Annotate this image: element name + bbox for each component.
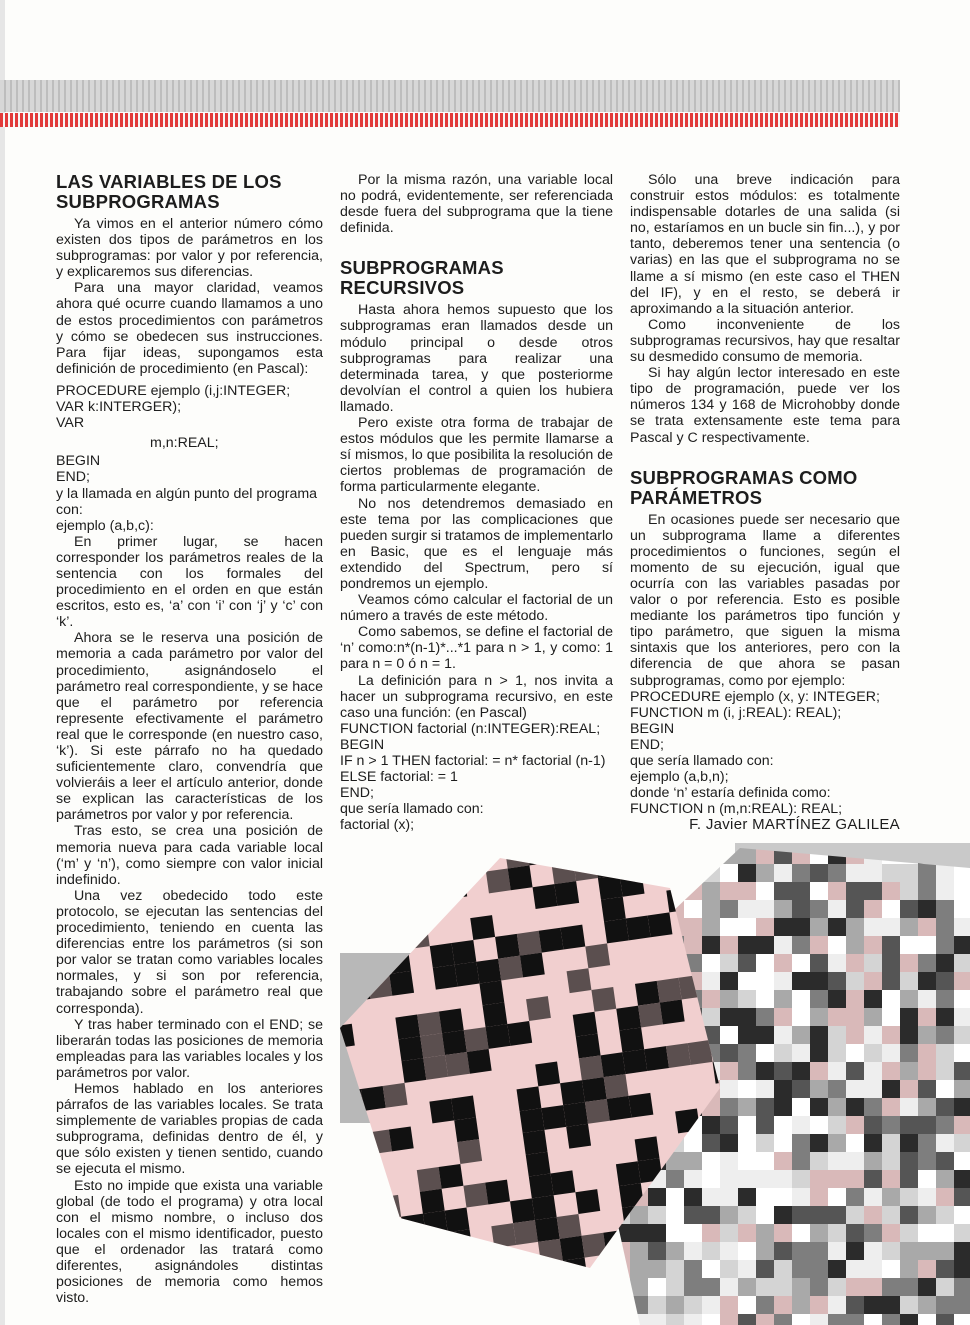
- code-line: donde ‘n’ estaría definida como:: [630, 785, 831, 802]
- column-1: [56, 172, 323, 1306]
- code-line: END;: [630, 736, 664, 753]
- author-credit: F. Javier MARTÍNEZ GALILEA: [689, 816, 900, 834]
- column-3: [630, 172, 900, 833]
- code-line: BEGIN: [630, 720, 675, 737]
- code-line: VAR k:INTERGER);: [56, 399, 182, 416]
- paragraph: En ocasiones puede ser necesario que un subprograma llame a diferentes procedimientos o funciones, según el momento de su ejecución, igual que ocurría con las variables pasadas por valor o por referencia. Esto es posible mediante los parámetros tipo función y tipo parámetro, que siguen la misma sintaxis que los anteriores, pero con la diferencia de que ahora se pasan subprogramas, como por ejemplo:: [630, 511, 900, 689]
- paragraph: Hemos hablado en los anteriores párrafos de las variables locales. Se trata simplemente de variables propias de cada subprograma, definidas dentro de él, y que sólo existen y tienen sentido, cuando se ejecuta el mismo.: [56, 1080, 323, 1178]
- paragraph: Pero existe otra forma de trabajar de estos módulos que les permite llamarse a sí mismos, lo que posibilita la resolución de ciertos problemas de programación de forma particularmente elegante.: [340, 415, 613, 496]
- code-line: ejemplo (a,b,c):: [56, 517, 154, 534]
- paragraph: Como inconveniente de los subprogramas recursivos, hay que resaltar su desmedido consumo de memoria.: [630, 316, 900, 366]
- paragraph: Para una mayor claridad, veamos ahora qué ocurre cuando llamamos a uno de estos procedimientos con parámetros y cómo se obedecen sus instrucciones. Para fijar ideas, supongamos esta definición de procedimiento (en Pascal):: [56, 280, 323, 377]
- code-line: que sería llamado con:: [340, 801, 484, 818]
- paragraph: Sólo una breve indicación para construir estos módulos: es totalmente indispensable dotarles de una salida (si no, estaríamos en un bucle sin fin...), y por tanto, deberemos tener una sentencia (o varias) en las que el subprograma no se llame a sí mismo (en este caso el THEN del IF), y en el resto, se deberá ir aproximando a la situación anterior.: [630, 172, 900, 317]
- paragraph: Si hay algún lector interesado en este tipo de programación, puede ver los números 134 y 168 de Microhobby donde se trata extensamente este tema para Pascal y C respectivamente.: [630, 365, 900, 446]
- code-line: FUNCTION factorial (n:INTEGER):REAL;: [340, 720, 601, 737]
- code-line: BEGIN: [340, 736, 385, 753]
- code-line: FUNCTION n (m,n:REAL): REAL;: [630, 801, 843, 818]
- paragraph: Tras esto, se crea una posición de memoria nueva para cada variable local (‘m’ y ‘n’), como siempre con valor inicial indefinido.: [56, 823, 323, 888]
- paragraph: Hasta ahora hemos supuesto que los subprogramas eran llamados desde un módulo principal o desde otros subprogramas para realizar una determinada tarea, y que posteriorme devolvían el control a quien los hubiera llamado.: [340, 302, 613, 415]
- code-line: END;: [340, 785, 374, 802]
- code-line: BEGIN: [56, 453, 101, 470]
- page-edge: [0, 0, 5, 1325]
- code-line: VAR: [56, 415, 85, 432]
- code-line: ejemplo (a,b,n);: [630, 769, 729, 786]
- code-line: que sería llamado con:: [630, 753, 774, 769]
- code-line: END;: [56, 469, 90, 486]
- section-title-variables: LAS VARIABLES DE LOS SUBPROGRAMAS: [56, 171, 282, 212]
- paragraph: Ahora se le reserva una posición de memoria a cada parámetro por valor del procedimiento, asignándoselo el parámetro real correspondiente, y se hace que el parámetro por referencia represente efectivamente el parámetro real que le corresponde (en nuestro caso, ‘k’). Si este párrafo no ha quedado suficientemente claro, convendría que volvieráis a leer el artículo anterior, donde se explican las características de los parámetros por valor y por referencia.: [56, 630, 323, 824]
- code-line: FUNCTION m (i, j:REAL): REAL);: [630, 704, 842, 721]
- paragraph: Por la misma razón, una variable local no podrá, evidentemente, ser referenciada desde fuera del subprograma que la tiene definida.: [340, 172, 613, 237]
- section-title-recursivos: SUBPROGRAMAS RECURSIVOS: [340, 257, 504, 299]
- code-line: m,n:REAL;: [150, 435, 219, 452]
- code-line: factorial (x);: [340, 817, 415, 834]
- paragraph: Veamos cómo calcular el factorial de un número a través de este método.: [340, 592, 613, 625]
- code-line: ELSE factorial: = 1: [340, 769, 458, 786]
- code-line: PROCEDURE ejemplo (i,j:INTEGER;: [56, 382, 291, 399]
- column-2: [340, 172, 613, 833]
- paragraph: y la llamada en algún punto del programa con:: [56, 485, 318, 518]
- paragraph: En primer lugar, se hacen corresponder los parámetros reales de la sentencia con los formales del procedimiento en el orden en que están escritos, esto es, ‘a’ con ‘i’ con ‘j’ y ‘c’ con ‘k’.: [56, 533, 323, 631]
- paragraph: La definición para n > 1, nos invita a hacer un subprograma recursivo, en este caso una función: (en Pascal): [340, 672, 613, 721]
- paragraph: Y tras haber terminado con el END; se liberarán todas las posiciones de memoria empleadas para las variables locales y los parámetros por valor.: [56, 1016, 323, 1081]
- section-title-parametros: SUBPROGRAMAS COMO PARÁMETROS: [630, 466, 858, 508]
- paragraph: No nos detendremos demasiado en este tema por las complicaciones que pueden surgir si tratamos de implementarlo en Basic, que es el lenguaje más extendido del Spectrum, pero sí pondremos un ejemplo.: [340, 495, 613, 592]
- paragraph: Esto no impide que exista una variable global (de todo el programa) y otra local con el mismo nombre, o incluso dos locales con el mismo identificador, puesto que el ordenador las tratará como diferentes, asignándoles distintas posiciones de memoria como hemos visto.: [56, 1177, 323, 1307]
- paragraph: Una vez obedecido todo este protocolo, se ejecutan las sentencias del procedimiento, teniendo en cuenta las diferencias entre los parámetros (si son por valor se tratan como variables locales normales, y si son por referencia, trabajando sobre el parámetro real que corresponda).: [56, 887, 323, 1017]
- header-red-stripe: [0, 113, 900, 127]
- code-line: IF n > 1 THEN factorial: = n* factorial (n-1): [340, 753, 606, 769]
- header-grey-stripe: [0, 80, 900, 112]
- pixel-art-illustration: [340, 828, 970, 1325]
- paragraph: Como sabemos, se define el factorial de ‘n’ como:n*(n-1)*...*1 para n > 1, y como: 1 para n = 0 ó n = 1.: [340, 624, 613, 673]
- paragraph: Ya vimos en el anterior número cómo existen dos tipos de parámetros en los subprogramas: por valor y por referencia, y explicaremos sus diferencias.: [56, 216, 323, 281]
- code-line: PROCEDURE ejemplo (x, y: INTEGER;: [630, 688, 880, 705]
